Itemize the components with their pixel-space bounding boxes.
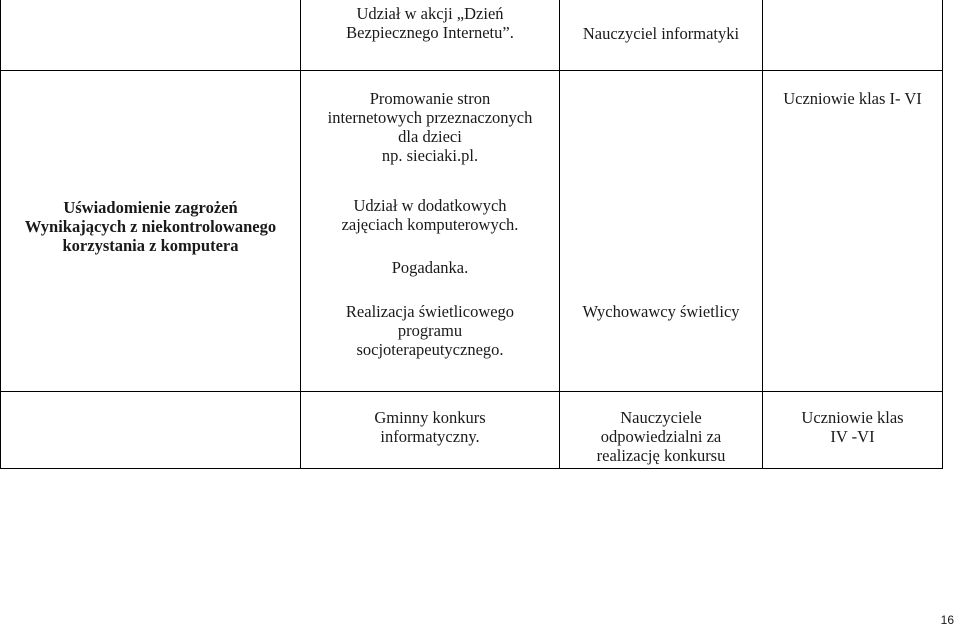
extra-line-2: zajęciach komputerowych. bbox=[341, 215, 519, 234]
promo-activity bbox=[301, 89, 559, 165]
promo-line-4: np. sieciaki.pl. bbox=[381, 146, 479, 165]
top-responsible-text: Nauczyciel informatyki bbox=[582, 24, 740, 43]
promo-line-1: Promowanie stron bbox=[369, 89, 491, 108]
contest-recipients-line-2: IV -VI bbox=[830, 427, 875, 446]
goal-line-3: korzystania z komputera bbox=[62, 236, 239, 255]
contest-responsible-line-1: Nauczyciele bbox=[620, 408, 702, 427]
page-number: 16 bbox=[940, 613, 954, 627]
table-border-row2 bbox=[0, 391, 943, 392]
goal-line-2: Wynikających z niekontrolowanego bbox=[24, 217, 277, 236]
goal-line-1: Uświadomienie zagrożeń bbox=[63, 198, 238, 217]
program-responsible bbox=[560, 302, 762, 321]
program-line-1: Realizacja świetlicowego bbox=[345, 302, 515, 321]
contest-activity bbox=[301, 408, 559, 446]
contest-responsible-line-3: realizację konkursu bbox=[596, 446, 726, 465]
table-border-bottom bbox=[0, 468, 943, 469]
program-responsible-text: Wychowawcy świetlicy bbox=[582, 302, 740, 321]
talk-text: Pogadanka. bbox=[391, 258, 469, 277]
contest-responsible bbox=[560, 408, 762, 465]
recipients-text: Uczniowie klas I- VI bbox=[783, 89, 922, 108]
promo-line-2: internetowych przeznaczonych bbox=[327, 108, 533, 127]
contest-recipients-line-1: Uczniowie klas bbox=[801, 408, 904, 427]
extra-classes-activity bbox=[301, 196, 559, 234]
contest-responsible-line-2: odpowiedzialni za bbox=[600, 427, 722, 446]
talk-activity bbox=[301, 258, 559, 277]
top-activity-cell bbox=[301, 4, 559, 42]
contest-recipients bbox=[763, 408, 942, 446]
program-line-2: programu bbox=[397, 321, 463, 340]
program-activity bbox=[301, 302, 559, 359]
contest-line-1: Gminny konkurs bbox=[374, 408, 486, 427]
program-line-3: socjoterapeutycznego. bbox=[356, 340, 504, 359]
extra-line-1: Udział w dodatkowych bbox=[353, 196, 507, 215]
contest-line-2: informatyczny. bbox=[380, 427, 480, 446]
top-responsible-cell bbox=[560, 24, 762, 43]
promo-line-3: dla dzieci bbox=[398, 127, 462, 146]
goal-cell bbox=[1, 198, 300, 255]
recipients-cell bbox=[763, 89, 942, 108]
top-activity-line-2: Bezpiecznego Internetu”. bbox=[346, 23, 514, 42]
top-activity-line-1: Udział w akcji „Dzień bbox=[356, 4, 504, 23]
table-border-row1 bbox=[0, 70, 943, 71]
